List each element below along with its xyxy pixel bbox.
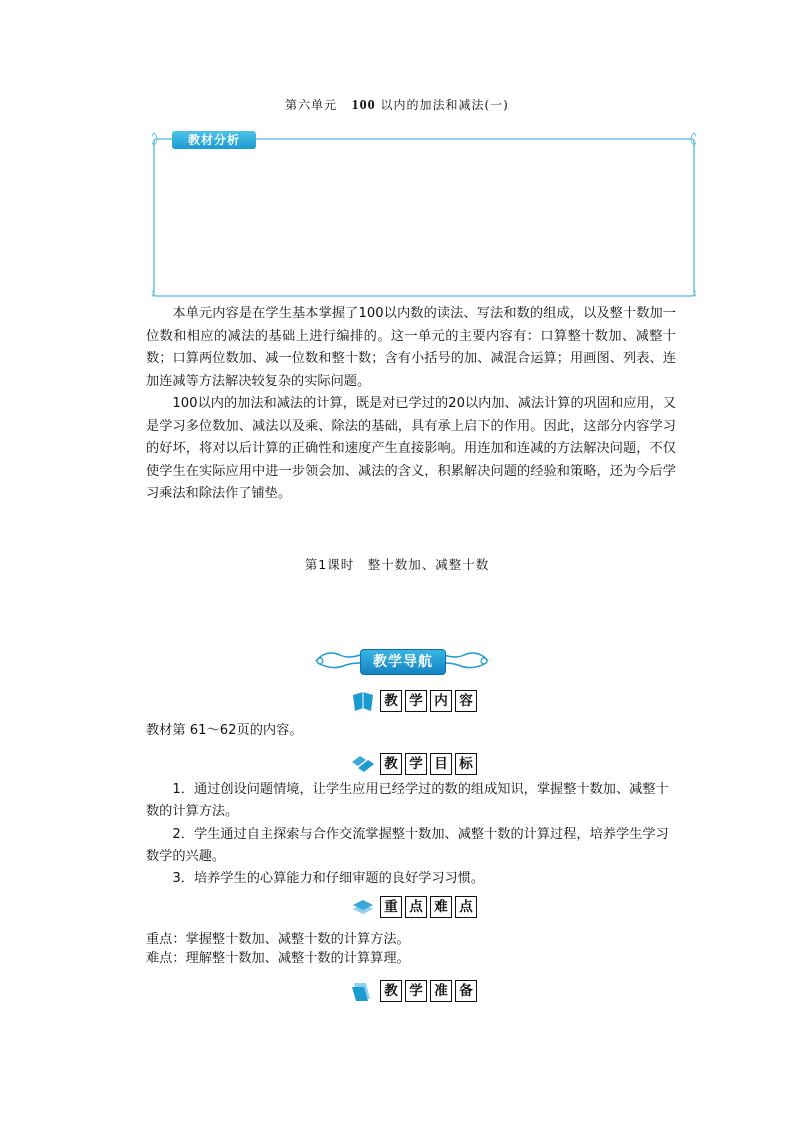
unit-title-number: 100: [351, 98, 376, 113]
books-icon: [350, 752, 376, 776]
goal-item: 2．学生通过自主探索与合作交流掌握整十数加、减整十数的计算过程，培养学生学习数学的兴趣。: [146, 826, 669, 864]
paragraph-text: 本单元内容是在学生基本掌握了100以内数的读法、写法和数的组成，以及整十数加一位数和相应的减法的基础上进行编排的。这一单元的主要内容有：口算整十数加、减整十数；口算两位数加、减一位数和整十数；含有小括号的加、减混合运算；用画图、列表、连加连减等方法解决较复杂的实际问题。: [146, 306, 676, 389]
key-point-text: 重点：掌握整十数加、减整十数的计算方法。: [146, 932, 410, 947]
nav-label: 教学导航: [360, 649, 446, 675]
heading-char: 容: [455, 690, 477, 712]
difficulty-text: 难点：理解整十数加、减整十数的计算算理。: [146, 951, 410, 966]
unit-label: 第六单元: [285, 98, 338, 112]
section-teaching-goals: [350, 752, 480, 776]
teaching-goals-list: [146, 779, 676, 890]
teaching-content-text: 教材第 61～62页的内容。: [146, 723, 303, 738]
goal-item: 3．培养学生的心算能力和仔细审题的良好学习习惯。: [172, 871, 485, 887]
heading-char: 学: [405, 690, 427, 712]
heading-char: 标: [455, 753, 477, 775]
heading-char: 教: [380, 690, 402, 712]
heading-char: 学: [405, 980, 427, 1002]
heading-char: 点: [405, 896, 427, 918]
section-teaching-prep: [350, 979, 480, 1003]
paragraph-text: 100以内的加法和减法的计算，既是对已学过的20以内加、减法计算的巩固和应用，又是学习多位数加、减法以及乘、除法的基础，具有承上启下的作用。因此，这部分内容学习的好坏，将对以后计算的正确性和速度产生直接影响。用连加和连减的方法解决问题，不仅使学生在实际应用中进一步领会加、减法的含义，积累解决问题的经验和策略，还为今后学习乘法和除法作了铺垫。: [146, 396, 676, 502]
heading-char: 目: [430, 753, 452, 775]
teaching-nav-banner: [312, 645, 492, 677]
analysis-frame: [152, 131, 696, 298]
papers-icon: [350, 979, 376, 1003]
heading-char: 难: [430, 896, 452, 918]
analysis-tab: 教材分析: [172, 131, 256, 149]
heading-char: 教: [380, 753, 402, 775]
heading-char: 学: [405, 753, 427, 775]
goal-item: 1．通过创设问题情境，让学生应用已经学过的数的组成知识，掌握整十数加、减整十数的计算方法。: [146, 782, 669, 820]
stack-icon: [350, 895, 376, 919]
heading-char: 重: [380, 896, 402, 918]
section-teaching-content: [350, 689, 480, 713]
heading-char: 教: [380, 980, 402, 1002]
heading-char: 内: [430, 690, 452, 712]
heading-char: 准: [430, 980, 452, 1002]
unit-header: [0, 96, 794, 114]
heading-char: 备: [455, 980, 477, 1002]
lesson-title: 第1课时 整十数加、减整十数: [304, 557, 490, 572]
book-icon: [350, 689, 376, 713]
analysis-frame-border: [152, 131, 696, 298]
analysis-paragraph-1: [146, 303, 676, 393]
heading-char: 点: [455, 896, 477, 918]
section-key-points: [350, 895, 480, 919]
analysis-paragraph-2: [146, 393, 676, 506]
unit-title: 以内的加法和减法(一): [380, 98, 509, 112]
